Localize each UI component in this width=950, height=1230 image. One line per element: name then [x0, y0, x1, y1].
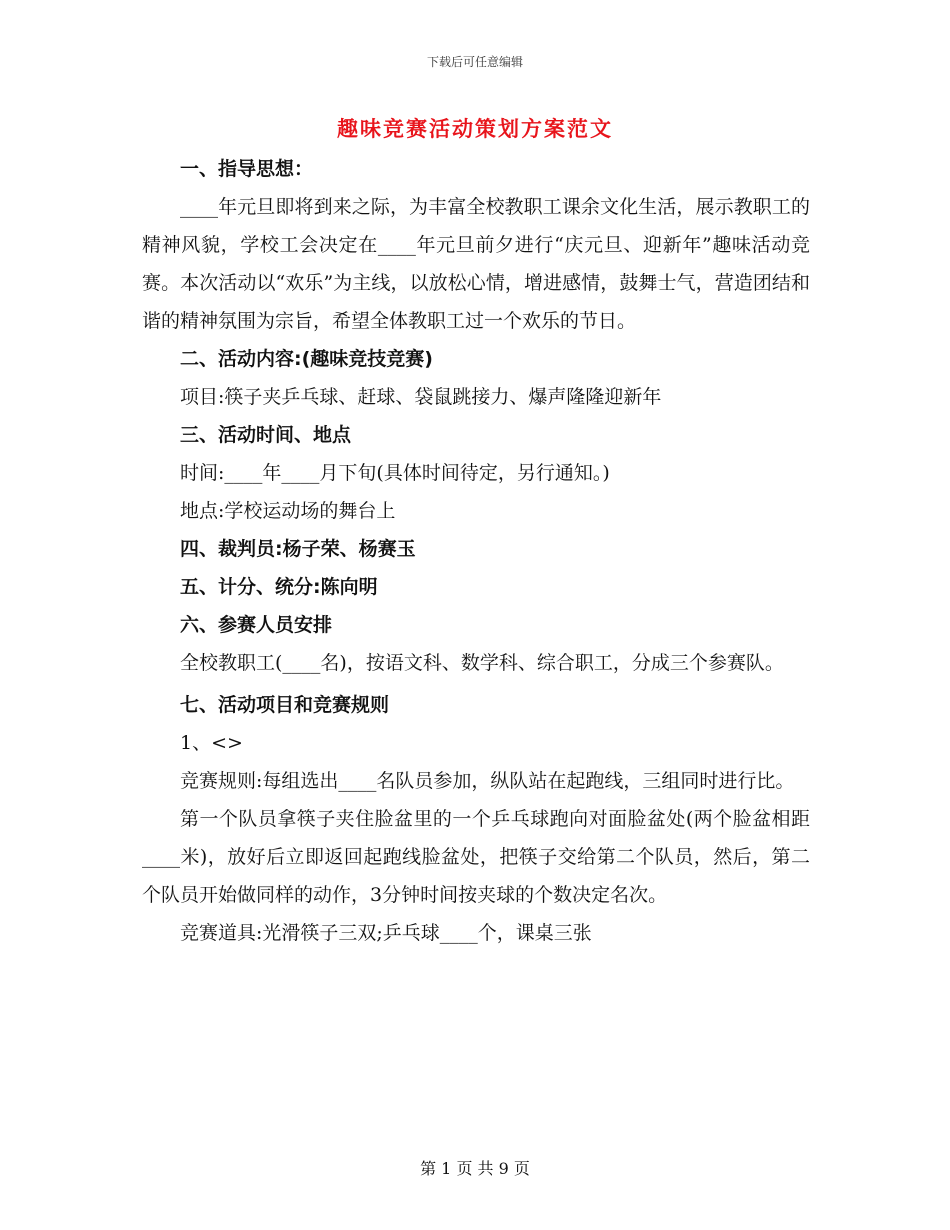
activity-time: 时间:____年____月下旬(具体时间待定，另行通知。)	[180, 462, 610, 484]
competition-rule: 竞赛规则:每组选出____名队员参加，纵队站在起跑线，三组同时进行比。	[180, 770, 795, 792]
section-heading-3: 三、活动时间、地点	[180, 424, 352, 446]
page-footer: 第 1 页 共 9 页	[420, 1159, 530, 1178]
section-paragraph-6: 全校教职工(____名)，按语文科、数学科、综合职工，分成三个参赛队。	[180, 652, 784, 674]
section-heading-2: 二、活动内容:(趣味竞技竞赛)	[180, 348, 433, 370]
page-header: 下载后可任意编辑	[426, 55, 523, 69]
document-title: 趣味竞赛活动策划方案范文	[337, 117, 613, 141]
section-heading-5: 五、计分、统分:陈向明	[180, 576, 378, 598]
section-heading-7: 七、活动项目和竞赛规则	[180, 694, 390, 716]
activity-items: 项目:筷子夹乒乓球、赶球、袋鼠跳接力、爆声隆隆迎新年	[180, 386, 662, 408]
section-heading-4: 四、裁判员:杨子荣、杨赛玉	[180, 538, 416, 560]
section-heading-6: 六、参赛人员安排	[180, 614, 333, 636]
activity-place: 地点:学校运动场的舞台上	[180, 500, 396, 522]
competition-props: 竞赛道具:光滑筷子三双;乒乓球____个，课桌三张	[180, 922, 592, 944]
section-heading-1: 一、指导思想：	[180, 158, 314, 180]
document-body	[142, 150, 810, 952]
item-number-1: 1、<>	[180, 732, 243, 754]
section-paragraph-1: ____年元旦即将到来之际，为丰富全校教职工课余文化生活，展示教职工的精神风貌，学校工会决定在____年元旦前夕进行“庆元旦、迎新年”趣味活动竞赛。本次活动以“欢乐”为主线，以放松心情，增进感情，鼓舞士气，营造团结和谐的精神氛围为宗旨，希望全体教职工过一个欢乐的节日。	[142, 196, 810, 332]
competition-detail: 第一个队员拿筷子夹住脸盆里的一个乒乓球跑向对面脸盆处(两个脸盆相距____米)，放好后立即返回起跑线脸盆处，把筷子交给第二个队员，然后，第二个队员开始做同样的动作，3分钟时间按夹球的个数决定名次。	[142, 808, 810, 906]
